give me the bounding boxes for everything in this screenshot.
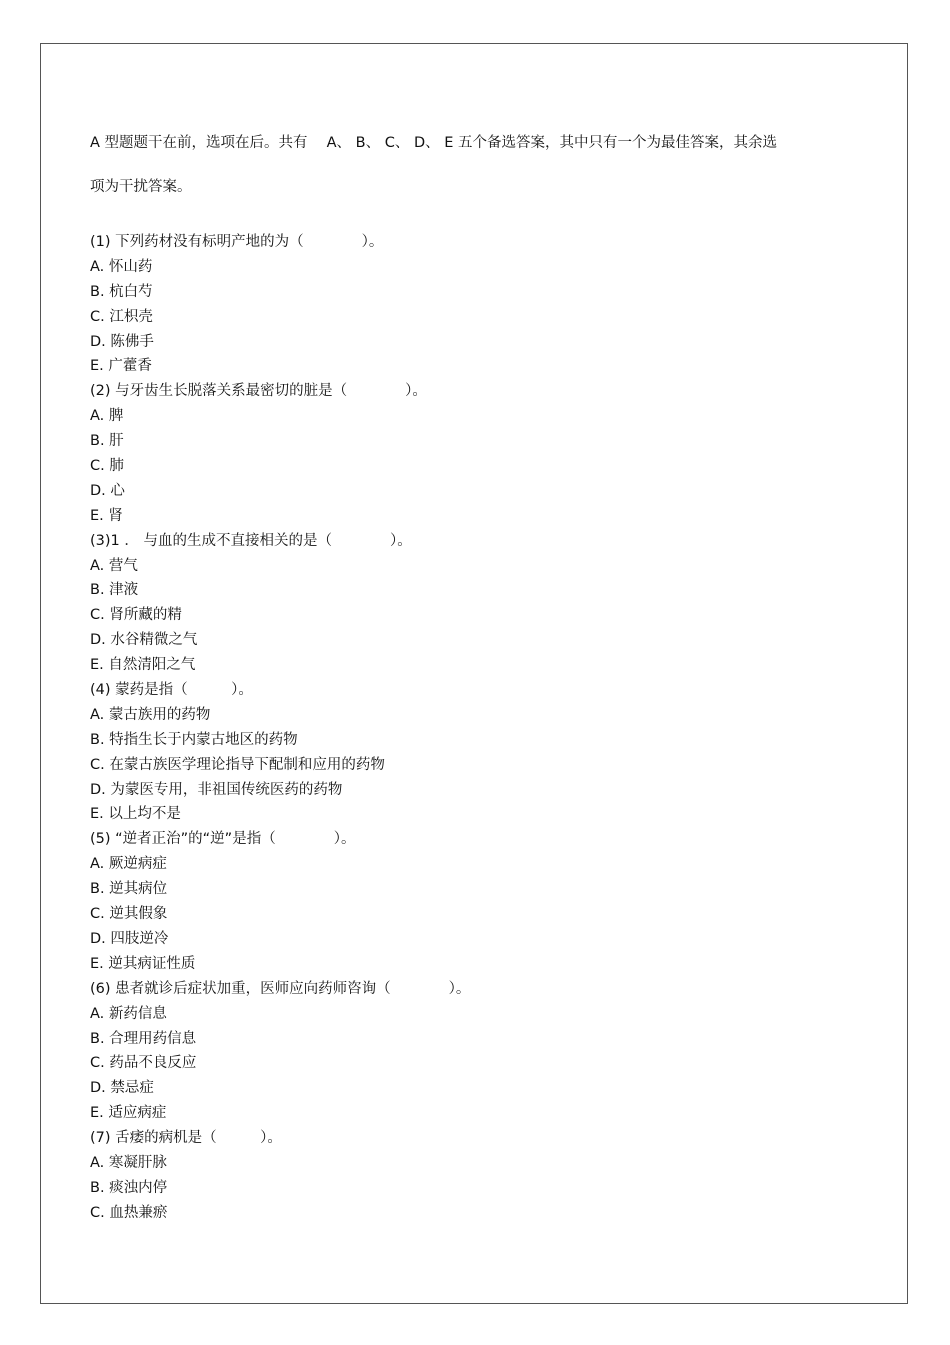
question-stem: (1) 下列药材没有标明产地的为（ ）。 (90, 234, 384, 250)
answer-option: D. 水谷精微之气 (90, 632, 198, 649)
answer-option: A. 怀山药 (90, 258, 153, 275)
answer-option: B. 痰浊内停 (90, 1179, 168, 1196)
answer-option: A. 寒凝肝脉 (90, 1154, 167, 1171)
answer-option: A. 脾 (90, 408, 124, 425)
question-stem: (2) 与牙齿生长脱落关系最密切的脏是（ ）。 (90, 383, 427, 400)
question-stem: (7) 舌痿的病机是（ ）。 (90, 1130, 282, 1147)
intro-line-2: 项为干扰答案。 (90, 179, 192, 195)
answer-option: D. 陈佛手 (90, 333, 154, 350)
answer-option: E. 逆其病证性质 (90, 955, 196, 972)
answer-option: A. 蒙古族用的药物 (90, 706, 211, 723)
answer-option: D. 禁忌症 (90, 1080, 154, 1097)
answer-option: B. 合理用药信息 (90, 1030, 197, 1047)
question-stem: (3)1 ． 与血的生成不直接相关的是（ ）。 (90, 532, 412, 549)
answer-option: C. 血热兼瘀 (90, 1204, 168, 1221)
answer-option: A. 营气 (90, 557, 138, 574)
answer-option: E. 广藿香 (90, 358, 152, 375)
answer-option: E. 自然清阳之气 (90, 657, 196, 674)
answer-option: D. 四肢逆冷 (90, 930, 169, 947)
question-stem: (5) “逆者正治”的“逆”是指（ ）。 (90, 831, 356, 848)
answer-option: C. 肾所藏的精 (90, 607, 182, 624)
answer-option: C. 在蒙古族医学理论指导下配制和应用的药物 (90, 756, 385, 773)
answer-option: C. 肺 (90, 458, 124, 475)
answer-option: D. 心 (90, 482, 125, 499)
question-list (90, 230, 850, 1226)
answer-option: C. 逆其假象 (90, 906, 168, 923)
answer-option: B. 逆其病位 (90, 881, 168, 898)
answer-option: E. 以上均不是 (90, 806, 181, 823)
answer-option: A. 厥逆病症 (90, 856, 167, 873)
question-stem: (6) 患者就诊后症状加重，医师应向药师咨询（ ）。 (90, 980, 471, 997)
answer-option: A. 新药信息 (90, 1005, 167, 1022)
answer-option: C. 江枳壳 (90, 308, 153, 325)
answer-option: E. 肾 (90, 507, 123, 524)
answer-option: B. 杭白芍 (90, 283, 153, 300)
answer-option: C. 药品不良反应 (90, 1055, 197, 1072)
intro-line-1: A 型题题干在前，选项在后。共有 A、 B、 C、 D、 E 五个备选答案，其中只有一个为最佳答案，其余选 (90, 135, 777, 151)
answer-option: D. 为蒙医专用，非祖国传统医药的药物 (90, 781, 343, 798)
answer-option: B. 特指生长于内蒙古地区的药物 (90, 731, 298, 748)
answer-option: B. 肝 (90, 433, 124, 450)
answer-option: E. 适应病症 (90, 1105, 167, 1122)
answer-option: B. 津液 (90, 582, 139, 599)
question-stem: (4) 蒙药是指（ ）。 (90, 682, 253, 699)
